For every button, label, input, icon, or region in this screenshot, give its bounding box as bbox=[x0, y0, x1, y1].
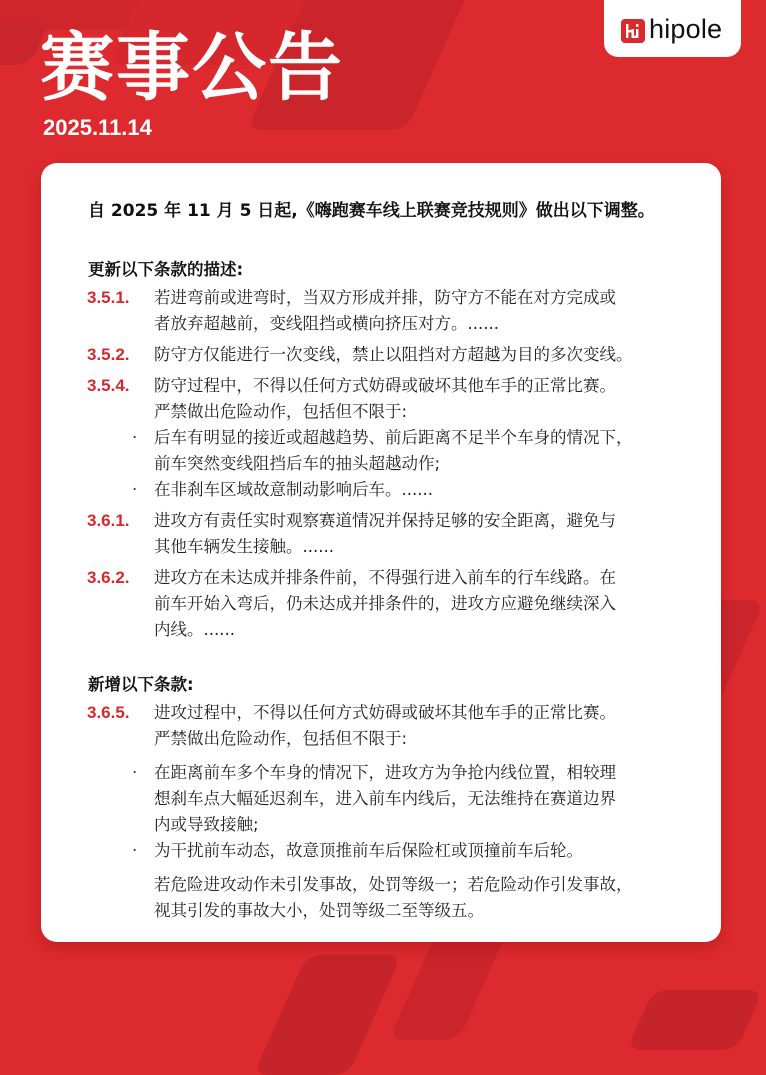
clause-number: 3.6.5. bbox=[87, 703, 130, 722]
clause-text: 进攻方在未达成并排条件前，不得强行进入前车的行车线路。在 前车开始入弯后，仍未达成并排条件的，进攻方应避免继续深入 内线。...... bbox=[154, 568, 616, 639]
notice-intro: 自 2025 年 11 月 5 日起,《嗨跑赛车线上联赛竞技规则》做出以下调整。 bbox=[88, 201, 655, 221]
clause-text: 防守过程中，不得以任何方式妨碍或破坏其他车手的正常比赛。 严禁做出危险动作，包括但不限于: bbox=[154, 376, 616, 421]
clause-text: 防守方仅能进行一次变线，禁止以阻挡对方超越为目的多次变线。 bbox=[154, 345, 633, 364]
background-stripe bbox=[253, 955, 401, 1075]
bullet-item: · 后车有明显的接近或超越趋势、前后距离不足半个车身的情况下， 前车突然变线阻挡后车的抽头超越动作; bbox=[154, 425, 697, 477]
clause-text: 进攻过程中，不得以任何方式妨碍或破坏其他车手的正常比赛。 严禁做出危险动作，包括但不限于: bbox=[154, 703, 616, 748]
logo-wordmark: hipole bbox=[649, 14, 723, 44]
clause-number: 3.6.1. bbox=[87, 511, 130, 530]
clause-3-5-1 bbox=[87, 285, 697, 337]
bullet-item: · 为干扰前车动态，故意顶推前车后保险杠或顶撞前车后轮。 bbox=[154, 838, 697, 864]
hipole-logo-icon bbox=[621, 19, 645, 43]
clause-3-6-5 bbox=[87, 700, 697, 924]
bullet-dot-icon: · bbox=[132, 480, 138, 499]
clause-number: 3.5.2. bbox=[87, 345, 130, 364]
bullet-item: · 在非刹车区域故意制动影响后车。...... bbox=[154, 477, 697, 503]
added-section-heading: 新增以下条款: bbox=[88, 675, 194, 694]
clause-text: 进攻方有责任实时观察赛道情况并保持足够的安全距离，避免与 其他车辆发生接触。...... bbox=[154, 511, 616, 556]
clause-3-6-2 bbox=[87, 565, 697, 643]
notice-card bbox=[41, 163, 721, 942]
bullet-dot-icon: · bbox=[132, 428, 138, 447]
bullet-item: · 在距离前车多个车身的情况下，进攻方为争抢内线位置，相较理 想刹车点大幅延迟刹车，进入前车内线后，无法维持在赛道边界 内或导致接触; bbox=[154, 760, 697, 838]
bullet-dot-icon: · bbox=[132, 841, 138, 860]
brand-logo bbox=[604, 0, 741, 57]
background-stripe bbox=[627, 990, 764, 1050]
clause-3-5-4 bbox=[87, 373, 697, 503]
clause-number: 3.5.4. bbox=[87, 376, 130, 395]
clause-number: 3.5.1. bbox=[87, 288, 130, 307]
clause-3-5-2 bbox=[87, 342, 697, 368]
clause-number: 3.6.2. bbox=[87, 568, 130, 587]
bullet-dot-icon: · bbox=[132, 763, 138, 782]
updated-section-heading: 更新以下条款的描述: bbox=[88, 260, 244, 279]
clause-3-6-1 bbox=[87, 508, 697, 560]
announcement-date: 2025.11.14 bbox=[43, 115, 152, 140]
clause-text: 若进弯前或进弯时，当双方形成并排，防守方不能在对方完成或 者放弃超越前，变线阻挡或横向挤压对方。...... bbox=[154, 288, 616, 333]
page-title: 赛事公告 bbox=[40, 25, 344, 111]
penalty-note: 若危险进攻动作未引发事故，处罚等级一；若危险动作引发事故， 视其引发的事故大小，处罚等级二至等级五。 bbox=[154, 875, 633, 920]
